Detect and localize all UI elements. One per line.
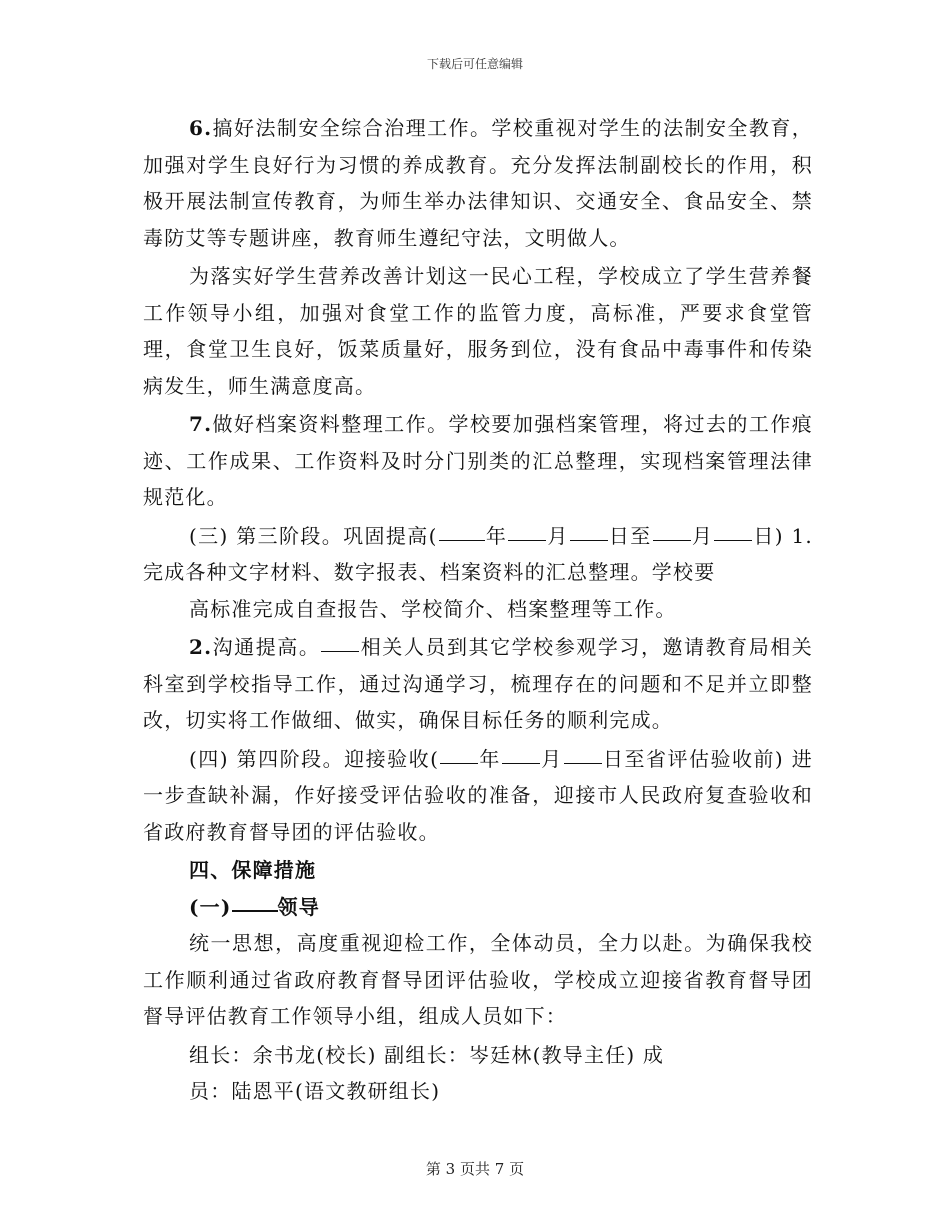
stage-4-year: 年 — [479, 746, 501, 771]
paragraph-unify — [143, 925, 813, 1035]
blank-line — [440, 762, 478, 764]
paragraph-text: 相关人员到其它学校参观学习，邀请教育局相关科室到学校指导工作，通过沟通学习，梳理存在的问题和不足并立即整改，切实将工作做细、做实，确保目标任务的顺利完成。 — [143, 635, 814, 732]
stage-3-prefix: (三) 第三阶段。巩固提高( — [189, 523, 438, 548]
members-line-1 — [143, 1037, 813, 1074]
subsection-suffix: 领导 — [277, 894, 320, 919]
members-text: 员：陆恩平(语文教研组长) — [189, 1079, 441, 1103]
blank-line — [439, 539, 485, 541]
blank-line — [653, 539, 691, 541]
paragraph-text: 为落实好学生营养改善计划这一民心工程，学校成立了学生营养餐工作领导小组，加强对食堂工作的监管力度，高标准，严要求食堂管理，食堂卫生良好，饭菜质量好，服务到位，没有食品中毒事件和传染病发生，师生满意度高。 — [143, 264, 813, 398]
blank-line — [714, 539, 752, 541]
stage-4-month: 月 — [540, 746, 563, 771]
page-footer: 第 3 页共 7 页 — [425, 1160, 525, 1178]
page-header: 下载后可任意编辑 — [426, 57, 523, 71]
item-number: 7. — [189, 412, 213, 436]
stage-3-day-to: 日至 — [608, 523, 652, 548]
stage-4-prefix: (四) 第四阶段。迎接验收( — [189, 746, 440, 771]
paragraph-text: 高标准完成自查报告、学校简介、档案整理等工作。 — [189, 596, 677, 621]
paragraph-text: 统一思想，高度重视迎检工作，全体动员，全力以赴。为确保我校工作顺利通过省政府教育督导团评估验收，学校成立迎接省教育督导团督导评估教育工作领导小组，组成人员如下： — [143, 931, 813, 1028]
paragraph-text: 搞好法制安全综合治理工作。学校重视对学生的法制安全教育，加强对学生良好行为习惯的养成教育。充分发挥法制副校长的作用，积极开展法制宣传教育，为师生举办法律知识、交通安全、食品安全、禁毒防艾等专题讲座，教育师生遵纪守法，文明做人。 — [143, 116, 813, 250]
paragraph-item-7 — [143, 406, 813, 516]
document-body — [143, 110, 813, 1112]
blank-line — [570, 539, 608, 541]
subsection-heading-1 — [143, 889, 813, 926]
stage-3-continuation: 日) 1. 完成各种文字材料、数字报表、档案资料的汇总整理。学校要 — [143, 523, 813, 584]
stage-3-year: 年 — [485, 523, 508, 548]
paragraph-stage-3-line-3 — [143, 591, 813, 628]
paragraph-text: 做好档案资料整理工作。学校要加强档案管理，将过去的工作痕迹、工作成果、工作资料及时分门别类的汇总整理，实现档案管理法律规范化。 — [143, 412, 813, 509]
paragraph-nutrition — [143, 258, 813, 404]
item-number: 6. — [189, 116, 213, 140]
subsection-prefix: (一) — [189, 894, 232, 919]
section-heading-4: 四、保障措施 — [189, 858, 317, 882]
members-line-2 — [143, 1073, 813, 1110]
members-text: 组长：余书龙(校长) 副组长：岑廷林(教导主任) 成 — [189, 1042, 665, 1067]
stage-3-month-2: 月 — [691, 523, 714, 548]
paragraph-item-2 — [143, 629, 813, 739]
paragraph-stage-4 — [143, 741, 813, 851]
blank-line — [564, 762, 602, 764]
item-2-prefix: 沟通提高。 — [212, 635, 321, 659]
blank-line — [502, 762, 540, 764]
blank-line — [321, 650, 359, 652]
blank-line — [508, 539, 546, 541]
paragraph-stage-3 — [143, 518, 813, 591]
paragraph-text: 日至省评估验收前) 进一步查缺补漏，作好接受评估验收的准备，迎接市人民政府复查验收和省政府教育督导团的评估验收。 — [143, 746, 813, 844]
item-number: 2. — [189, 635, 213, 659]
stage-3-month: 月 — [547, 523, 569, 548]
blank-line — [232, 909, 278, 912]
paragraph-item-6 — [143, 110, 813, 256]
